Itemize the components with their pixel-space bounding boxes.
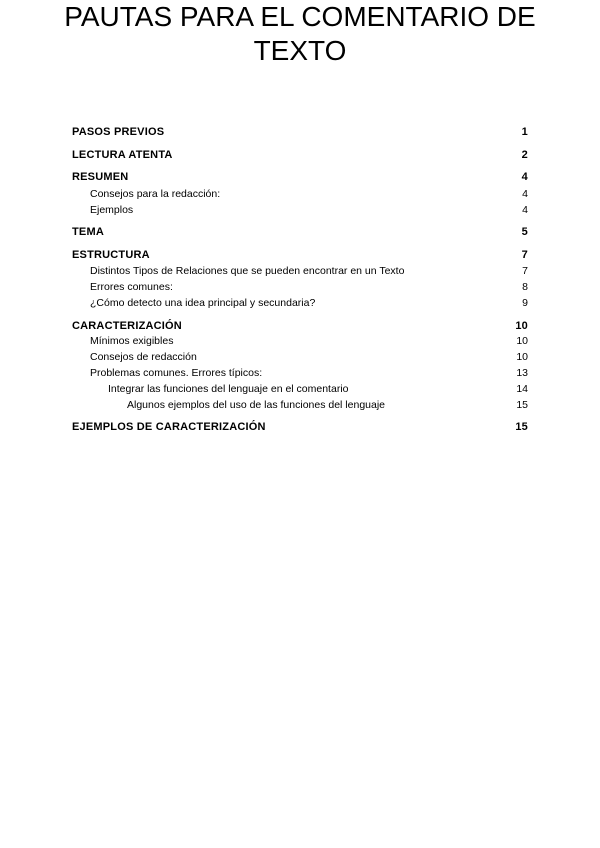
toc-entry-page: 13 <box>516 367 528 379</box>
toc-entry-page: 15 <box>515 421 528 433</box>
toc-entry-label: Consejos de redacción <box>90 351 197 363</box>
toc-entry-page: 5 <box>521 226 528 238</box>
toc-entry-label: TEMA <box>72 226 104 238</box>
toc-entry-errores-comunes[interactable] <box>72 279 528 295</box>
toc-entry-resumen[interactable] <box>72 169 528 185</box>
toc-entry-label: ¿Cómo detecto una idea principal y secundaria? <box>90 297 316 309</box>
toc-entry-page: 7 <box>522 265 528 277</box>
toc-entry-label: Mínimos exigibles <box>90 335 174 347</box>
toc-entry-page: 1 <box>521 126 528 138</box>
toc-entry-label: PASOS PREVIOS <box>72 126 165 138</box>
toc-entry-label: Problemas comunes. Errores típicos: <box>90 367 263 379</box>
toc-entry-page: 15 <box>516 399 528 411</box>
toc-entry-ejemplos-funciones[interactable] <box>72 397 528 413</box>
toc-entry-label: EJEMPLOS DE CARACTERIZACIÓN <box>72 421 266 433</box>
toc-entry-minimos-exigibles[interactable] <box>72 333 528 349</box>
toc-entry-consejos-de-redaccion[interactable] <box>72 349 528 365</box>
toc-entry-consejos-redaccion[interactable] <box>72 186 528 202</box>
toc-entry-lectura-atenta[interactable] <box>72 147 528 163</box>
toc-entry-page: 10 <box>515 320 528 332</box>
toc-entry-integrar-funciones[interactable] <box>72 381 528 397</box>
toc-entry-page: 2 <box>521 149 528 161</box>
toc-entry-page: 9 <box>522 297 528 309</box>
toc-entry-page: 8 <box>522 281 528 293</box>
toc-entry-pasos-previos[interactable] <box>72 124 528 140</box>
toc-entry-idea-principal[interactable] <box>72 295 528 311</box>
toc-entry-label: CARACTERIZACIÓN <box>72 320 182 332</box>
toc-entry-label: ESTRUCTURA <box>72 249 150 261</box>
toc-entry-label: Consejos para la redacción: <box>90 188 221 200</box>
toc-entry-page: 4 <box>522 204 528 216</box>
toc-entry-page: 4 <box>522 188 528 200</box>
toc-entry-page: 10 <box>516 351 528 363</box>
toc-entry-tema[interactable] <box>72 224 528 240</box>
toc-entry-label: Errores comunes: <box>90 281 173 293</box>
toc-entry-estructura[interactable] <box>72 247 528 263</box>
toc-entry-page: 14 <box>516 383 528 395</box>
toc-entry-problemas-comunes[interactable] <box>72 365 528 381</box>
toc-entry-page: 10 <box>516 335 528 347</box>
toc-entry-label: RESUMEN <box>72 171 129 183</box>
toc-entry-caracterizacion[interactable] <box>72 318 528 334</box>
toc-entry-label: Ejemplos <box>90 204 134 216</box>
toc-entry-label: LECTURA ATENTA <box>72 149 173 161</box>
toc-entry-label: Algunos ejemplos del uso de las funciones del lenguaje <box>127 399 386 411</box>
toc-entry-page: 7 <box>521 249 528 261</box>
toc-entry-label: Integrar las funciones del lenguaje en el comentario <box>108 383 349 395</box>
toc-entry-page: 4 <box>521 171 528 183</box>
document-title <box>40 0 560 68</box>
document-title-line-1: PAUTAS PARA EL COMENTARIO DE <box>64 1 536 32</box>
document-title-line-2: TEXTO <box>253 35 347 66</box>
toc-entry-tipos-relaciones[interactable] <box>72 263 528 279</box>
toc-entry-ejemplos-caracterizacion[interactable] <box>72 419 528 435</box>
toc-entry-label: Distintos Tipos de Relaciones que se pueden encontrar en un Texto <box>90 265 405 277</box>
toc-entry-ejemplos[interactable] <box>72 202 528 218</box>
